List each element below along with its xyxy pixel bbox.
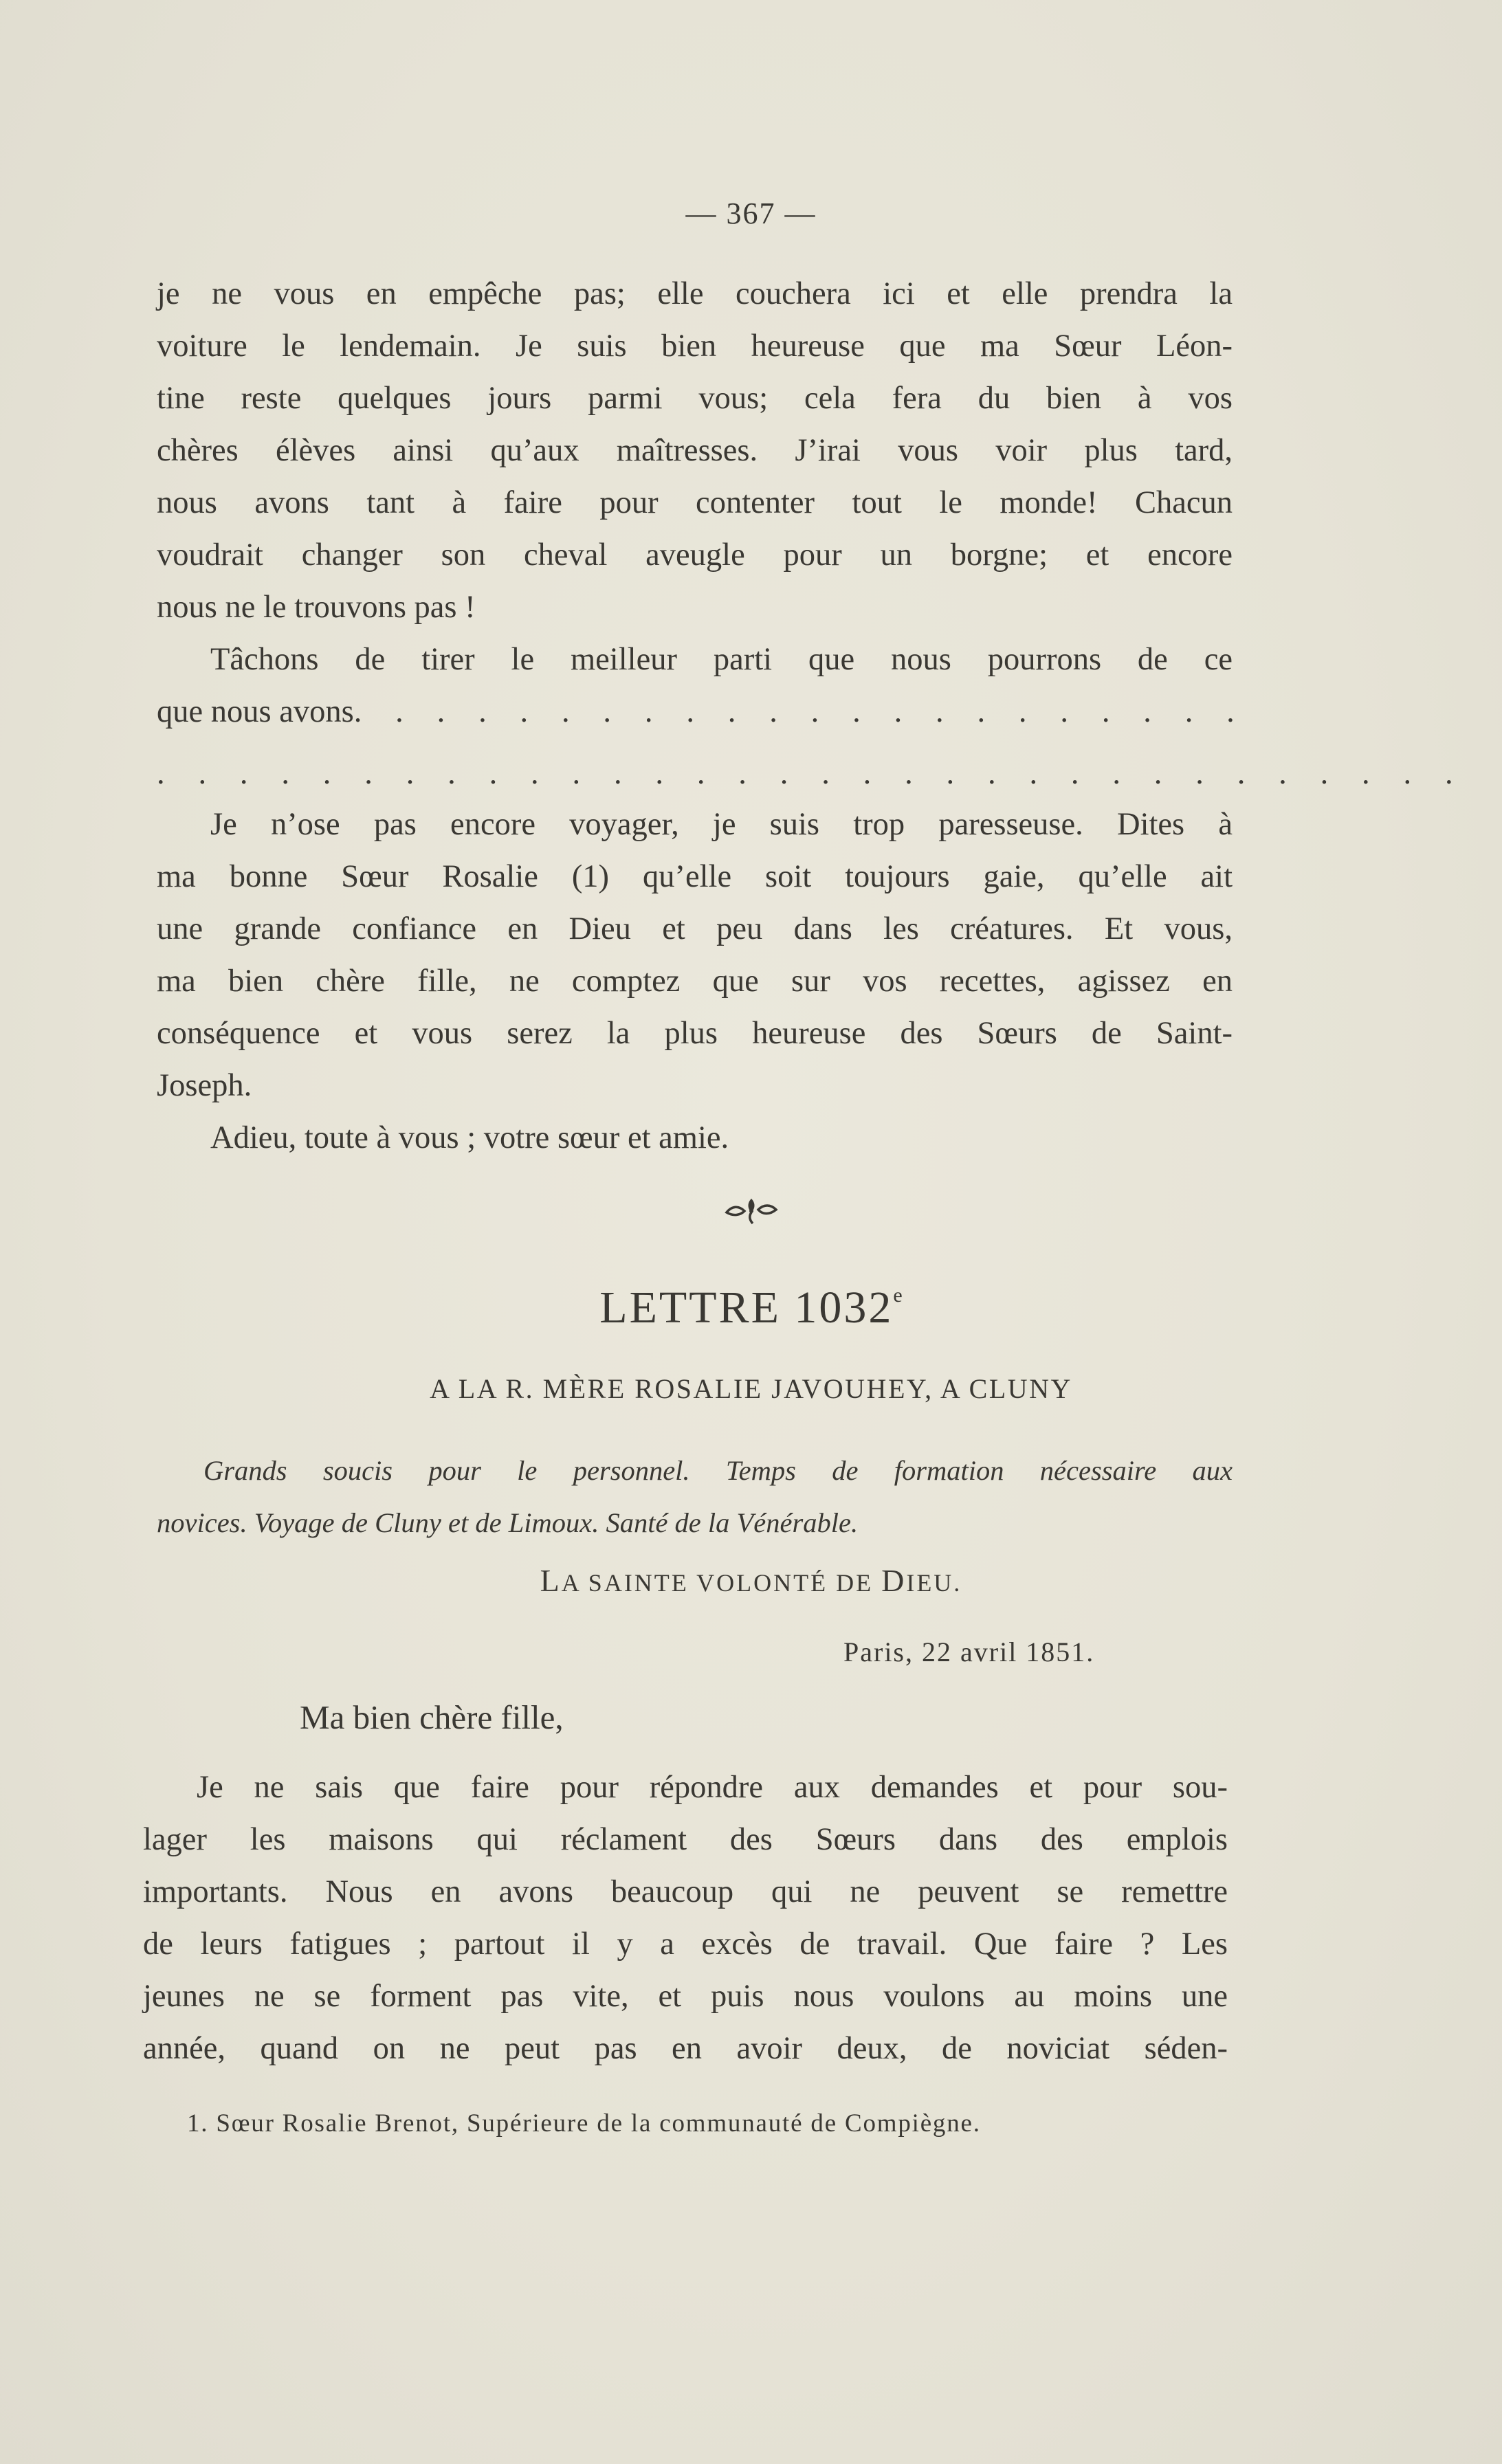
text-line: Joseph. — [157, 1068, 252, 1103]
text-line: lager les maisons qui réclament des Sœurs dans des emplois — [143, 1822, 1228, 1857]
paragraph-block-3 — [143, 1762, 1228, 2075]
text-line: de leurs fatigues ; partout il y a excès de travail. Que faire ? Les — [143, 1927, 1228, 1962]
closing-line: Adieu, toute à vous ; votre sœur et amie. — [210, 1120, 729, 1155]
motto-text: A SAINTE VOLONTÉ DE — [561, 1569, 882, 1597]
text-line: jeunes ne se forment pas vite, et puis nous voulons au moins une — [143, 1979, 1228, 2014]
letter-title — [0, 1282, 1502, 1334]
motto-initial: D — [881, 1563, 907, 1598]
text-line: Je ne sais que faire pour répondre aux demandes et pour sou- — [197, 1770, 1228, 1805]
text-line: tine reste quelques jours parmi vous; cela fera du bien à vos — [157, 381, 1233, 416]
text-line-with-dots — [157, 686, 1248, 738]
text-line: conséquence et vous serez la plus heureuse des Sœurs de Saint- — [157, 1016, 1233, 1051]
footnote: 1. Sœur Rosalie Brenot, Supérieure de la communauté de Compiègne. — [187, 2109, 981, 2138]
text-line: nous avons tant à faire pour contenter tout le monde! Chacun — [157, 485, 1233, 520]
text-line: nous ne le trouvons pas ! — [157, 590, 476, 625]
page-number: — 367 — — [685, 197, 817, 230]
summary-line: Grands soucis pour le personnel. Temps de formation nécessaire aux — [203, 1455, 1233, 1486]
text-line: voudrait changer son cheval aveugle pour un borgne; et encore — [157, 537, 1233, 573]
motto-text: IEU. — [906, 1569, 962, 1597]
motto — [0, 1562, 1502, 1599]
text-fragment: que nous avons — [157, 694, 354, 729]
text-line: ma bien chère fille, ne comptez que sur vos recettes, agissez en — [157, 964, 1233, 999]
text-line: voiture le lendemain. Je suis bien heureuse que ma Sœur Léon- — [157, 329, 1233, 364]
text-line: Tâchons de tirer le meilleur parti que nous pourrons de ce — [210, 642, 1233, 677]
letter-title-text: LETTRE 1032 — [599, 1283, 894, 1333]
text-line: je ne vous en empêche pas; elle couchera ici et elle prendra la — [157, 276, 1233, 311]
dateline: Paris, 22 avril 1851. — [843, 1636, 1095, 1667]
text-line: chères élèves ainsi qu’aux maîtresses. J’irai vous voir plus tard, — [157, 433, 1233, 468]
salutation: Ma bien chère fille, — [300, 1698, 564, 1736]
text-line: année, quand on ne peut pas en avoir deux, de noviciat séden- — [143, 2031, 1228, 2066]
fleuron-ornament-icon — [0, 1196, 1502, 1230]
text-line: une grande confiance en Dieu et peu dans les créatures. Et vous, — [157, 911, 1233, 946]
ellipsis-dots-line: . . . . . . . . . . . . . . . . . . . . . . . . . . . . . . . . — [157, 756, 1466, 791]
paragraph-block-2 — [157, 799, 1233, 1164]
text-line: importants. Nous en avons beaucoup qui ne peuvent se remettre — [143, 1874, 1228, 1909]
summary-line: novices. Voyage de Cluny et de Limoux. Santé de la Vénérable. — [157, 1507, 859, 1538]
letter-summary — [157, 1445, 1233, 1549]
paragraph-block-1 — [157, 268, 1248, 738]
text-line: ma bonne Sœur Rosalie (1) qu’elle soit toujours gaie, qu’elle ait — [157, 859, 1233, 894]
ellipsis-dots: . . . . . . . . . . . . . . . . . . . . . . — [353, 694, 1248, 729]
ordinal-suffix: e — [893, 1284, 903, 1307]
text-line: Je n’ose pas encore voyager, je suis trop paresseuse. Dites à — [210, 807, 1233, 842]
motto-initial: L — [540, 1563, 562, 1598]
letter-recipient: A LA R. MÈRE ROSALIE JAVOUHEY, A CLUNY — [430, 1373, 1072, 1404]
